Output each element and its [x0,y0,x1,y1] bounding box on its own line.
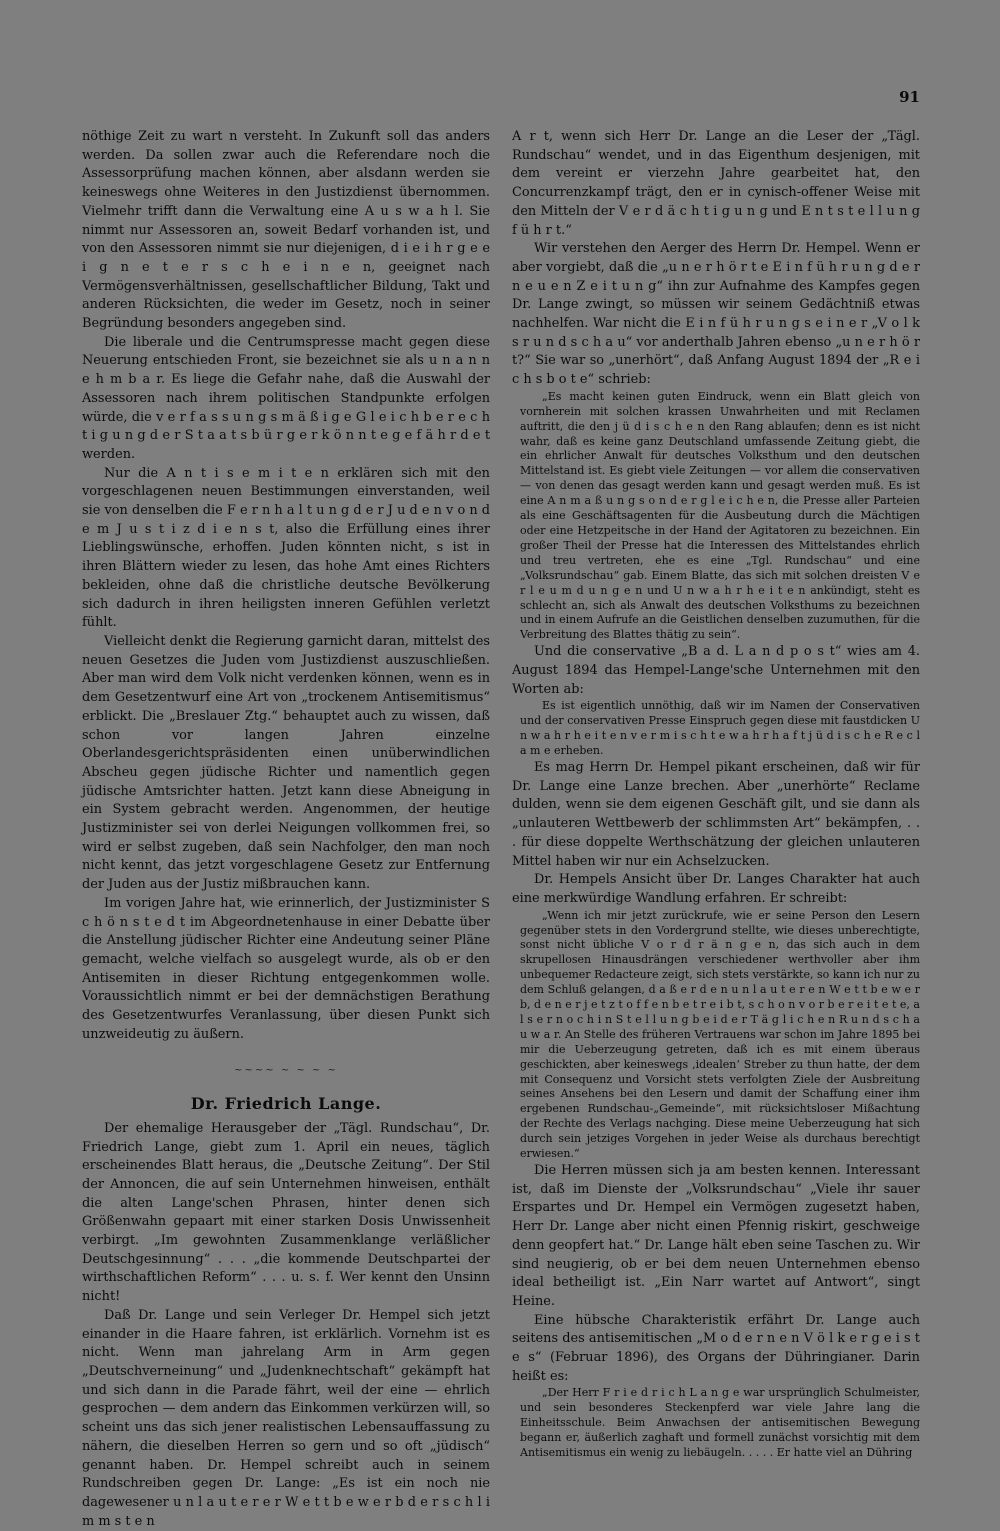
paragraph: nöthige Zeit zu wart n versteht. In Zukunft soll das anders werden. Da sollen zwar auch die Referendare noch die Assessorprüfung machen können, aber alsdann werden sie keineswegs ohne Weiteres in den Justizdienst übernommen. Vielmehr trifft dann die Verwaltung eine A u s w a h l. Sie nimmt nur Assessoren an, soweit Bedarf vorhanden ist, und von den Assessoren nimmt sie nur diejenigen, d i e i h r g e e i g n e t e r s c h e i n e n, geeignet nach Vermögensverhältnissen, gesellschaftlicher Bildung, Takt und anderen Rücksichten, die weder im Gesetz, noch in seiner Begründung besonders angegeben sind. [82,129,490,332]
article-heading: Dr. Friedrich Lange. [190,1094,382,1114]
left-column [82,128,490,1531]
paragraph: Daß Dr. Lange und sein Verleger Dr. Hempel sich jetzt einander in die Haare fahren, ist erklärlich. Vornehm ist es nicht. Wenn man jahrelang Arm in Arm gegen „Deutschverneinung“ und „Judenknechtschaft“ gekämpft hat und sich dann in die Parade fährt, weil der eine — ehrlich gesprochen — dem andern das Einkommen verkürzen will, so scheint uns das sich jener realistischen Lebensauffassung zu nähern, die dieselben Herren so gern und so oft „jüdisch“ genannt haben. Dr. Hempel schreibt auch in seinem Rundschreiben gegen Dr. Lange: „Es ist ein noch nie dagewesener u n l a u t e r e r W e t t b e w e r b d e r s c h l i m m s t e n [82,1307,490,1529]
section-separator: ~~~~ ~ ~ ~ ~ [234,1065,338,1077]
paragraph: Im vorigen Jahre hat, wie erinnerlich, der Justizminister S c h ö n s t e d t im Abgeordnetenhause in einer Debatte über die Anstellung jüdischer Richter eine Andeutung seiner Pläne gemacht, welche vielfach so ausgelegt wurde, als ob er den Antisemiten in dieser Richtung entgegenkommen wolle. Voraussichtlich nimmt er bei der demnächstigen Berathung des Gesetzentwurfes Veranlassung, über diesen Punkt sich unzweideutig zu äußern. [82,895,490,1042]
paragraph: Die Herren müssen sich ja am besten kennen. Interessant ist, daß im Dienste der „Volksrundschau“ „Viele ihr sauer Erspartes und Dr. Hempel ein Vermögen zugesetzt haben, Herr Dr. Lange aber nicht einen Pfennig riskirt, geschweige denn geopfert hat.“ Dr. Lange hält eben seine Taschen zu. Wir sind neugierig, ob er bei dem neuen Unternehmen ebenso ideal betheiligt ist. „Ein Narr wartet auf Antwort“, singt Heine. [512,1163,920,1309]
quotation-block: „Der Herr F r i e d r i c h L a n g e war ursprünglich Schulmeister, und sein besonderes Steckenpferd war viele Jahre lang die Einheitsschule. Beim Anwachsen der antisemitischen Bewegung begann er, äußerlich zaghaft und formell zunächst vorsichtig mit dem Antisemitismus ein wenig zu liebäugeln. . . . . Er hatte viel an Dühring [520,1386,920,1460]
quotation-block: „Wenn ich mir jetzt zurückrufe, wie er seine Person den Lesern gegenüber stets in den Vordergrund stellte, wie dieses unberechtigte, sonst nicht übliche V o r d r ä n g e n, das sich auch in dem skrupellosen Hinausdrängen verschiedener werthvoller aber ihm unbequemer Redacteure zeigt, sich stets verstärkte, so kann ich nur zu dem Schluß gelangen, d a ß e r d e n u n l a u t e r e n W e t t b e w e r b, d e n e r j e t z t o f f e n b e t r e i b t, s c h o n v o r b e r e i t e t e, a l s e r n o c h i n S t e l l u n g b e i d e r T ä g l i c h e n R u n d s c h a u w a r. An Stelle des früheren Vertrauens war schon im Jahre 1895 bei mir die Ueberzeugung getreten, daß ich es mit einem überaus geschickten, aber keineswegs ‚idealen‘ Streber zu thun hatte, der dem mit Consequenz und Vorsicht stets verfolgten Ziele der Ausbreitung seines Ansehens bei den Lesern und damit der Schaffung einer ihm ergebenen Rundschau-„Gemeinde“, mit rücksichtsloser Mißachtung der Rechte des Verlags nachging. Diese meine Ueberzeugung hat sich durch sein jetziges Vorgehen in jeder Weise als durchaus berechtigt erwiesen.“ [520,908,920,1161]
paragraph: Es mag Herrn Dr. Hempel pikant erscheinen, daß wir für Dr. Lange eine Lanze brechen. Aber „unerhörte“ Reclame dulden, wenn sie dem eigenen Geschäft gilt, und sie dann als „unlauteren Wettbewerb der schlimmsten Art“ bekämpfen, . . . für diese doppelte Werthschätzung der gleichen unlauteren Mittel haben wir nur ein Achselzucken. [512,759,920,869]
paragraph: Vielleicht denkt die Regierung garnicht daran, mittelst des neuen Gesetzes die Juden vom Justizdienst auszuschließen. Aber man wird dem Volk nicht verdenken können, wenn es in dem Gesetzentwurf eine Art von „trockenem Antisemitismus“ erblickt. Die „Breslauer Ztg.“ behauptet auch zu wissen, daß schon vor langen Jahren einzelne Oberlandesgerichtspräsidenten einen unüberwindlichen Abscheu gegen jüdische Richter und namentlich gegen jüdische Amtsrichter hatten. Jetzt kann diese Abneigung in ein System gebracht werden. Angenommen, der heutige Justizminister sei von derlei Neigungen vollkommen frei, so wird er selbst zugeben, daß sein Nachfolger, den man noch nicht kennt, das jetzt vorgeschlagene Gesetz zur Entfernung der Juden aus der Justiz mißbrauchen kann. [82,633,490,893]
quotation-block: Es ist eigentlich unnöthig, daß wir im Namen der Conservativen und der conservativen Presse Einspruch gegen diese mit faustdicken U n w a h r h e i t e n v e r m i s c h t e w a h r h a f t j ü d i s c h e R e c l a m e erheben. [520,699,920,758]
paragraph: Und die conservative „B a d. L a n d p o s t“ wies am 4. August 1894 das Hempel-Lange'sche Unternehmen mit den Worten ab: [512,644,920,697]
paragraph: A r t, wenn sich Herr Dr. Lange an die Leser der „Tägl. Rundschau“ wendet, und in das Eigenthum desjenigen, mit dem vereint er vierzehn Jahre gearbeitet hat, den Concurrenzkampf trägt, den er in cynisch-offener Weise mit den Mitteln der V e r d ä c h t i g u n g und E n t s t e l l u n g f ü h r t.“ [512,129,920,238]
paragraph: Der ehemalige Herausgeber der „Tägl. Rundschau“, Dr. Friedrich Lange, giebt zum 1. April ein neues, täglich erscheinendes Blatt heraus, die „Deutsche Zeitung“. Der Stil der Annoncen, die auf sein Unternehmen hinweisen, enthält die alten Lange'schen Phrasen, hinter denen sich Größenwahn gepaart mit einer starken Dosis Unwissenheit verbirgt. „Im gewohnten Zusammenklange verläßlicher Deutschgesinnung“ . . . „die kommende Deutschpartei der wirthschaftlichen Reform“ . . . u. s. f. Wer kennt den Unsinn nicht! [82,1120,490,1305]
paragraph: Eine hübsche Charakteristik erfährt Dr. Lange auch seitens des antisemitischen „M o d e r n e n V ö l k e r g e i s t e s“ (Februar 1896), des Organs der Dühringianer. Darin heißt es: [512,1312,920,1384]
paragraph: Nur die A n t i s e m i t e n erklären sich mit den vorgeschlagenen neuen Bestimmungen einverstanden, weil sie von denselben die F e r n h a l t u n g d e r J u d e n v o n d e m J u s t i z d i e n s t, also die Erfüllung eines ihrer Lieblingswünsche, erhoffen. Juden könnten nicht, s ist in ihren Blättern wieder zu lesen, das hohe Amt eines Richters bekleiden, ohne daß die christliche deutsche Bevölkerung sich dadurch in ihren heiligsten inneren Gefühlen verletzt fühlt. [82,465,490,631]
paragraph: Die liberale und die Centrumspresse macht gegen diese Neuerung entschieden Front, sie bezeichnet sie als u n a n n e h m b a r. Es liege die Gefahr nahe, daß die Auswahl der Assessoren nach ihrem politischen Standpunkte erfolgen würde, die v e r f a s s u n g s m ä ß i g e G l e i c h b e r e c h t i g u n g d e r S t a a t s b ü r g e r k ö n n t e g e f ä h r d e t werden. [82,334,490,462]
quotation-block: „Es macht keinen guten Eindruck, wenn ein Blatt gleich von vornherein mit solchen krassen Unwahrheiten und mit Reclamen auftritt, die den j ü d i s c h e n den Rang ablaufen; denn es ist nicht wahr, daß es keine ganz Deutschland umfassende Zeitung giebt, die ein ehrlicher Anwalt für deutsches Volksthum und den deutschen Mittelstand ist. Es giebt viele Zeitungen — vor allem die conservativen — von denen das gesagt werden kann und gesagt werden muß. Es ist eine A n m a ß u n g s o n d e r g l e i c h e n, die Presse aller Parteien als eine Geschäftsagenten für die Ausbeutung durch die Mächtigen oder eine Hetzpeitsche in der Hand der Agitatoren zu bezeichnen. Ein großer Theil der Presse hat die Interessen des Mittelstandes ehrlich und treu vertreten, ehe es eine „Tgl. Rundschau“ und eine „Volksrundschau“ gab. Einem Blatte, das sich mit solchen dreisten V e r l e u m d u n g e n und U n w a h r h e i t e n ankündigt, steht es schlecht an, sich als Anwalt des deutschen Volksthums zu bezeichnen und in einem Aufrufe an die Geistlichen denselben zuzumuthen, für die Verbreitung des Blattes thätig zu sein“. [520,389,920,642]
right-column [512,128,920,1461]
paragraph: Dr. Hempels Ansicht über Dr. Langes Charakter hat auch eine merkwürdige Wandlung erfahren. Er schreibt: [512,872,920,906]
paragraph: Wir verstehen den Aerger des Herrn Dr. Hempel. Wenn er aber vorgiebt, daß die „u n e r h ö r t e E i n f ü h r u n g d e r n e u e n Z e i t u n g“ ihn zur Aufnahme des Kampfes gegen Dr. Lange zwingt, so müssen wir seinem Gedächtniß etwas nachhelfen. War nicht die E i n f ü h r u n g s e i n e r „V o l k s r u n d s c h a u“ vor anderthalb Jahren ebenso „u n e r h ö r t?“ Sie war so „unerhört“, daß Anfang August 1894 der „R e i c h s b o t e“ schrieb: [512,241,920,388]
page-number: 91 [899,88,920,106]
